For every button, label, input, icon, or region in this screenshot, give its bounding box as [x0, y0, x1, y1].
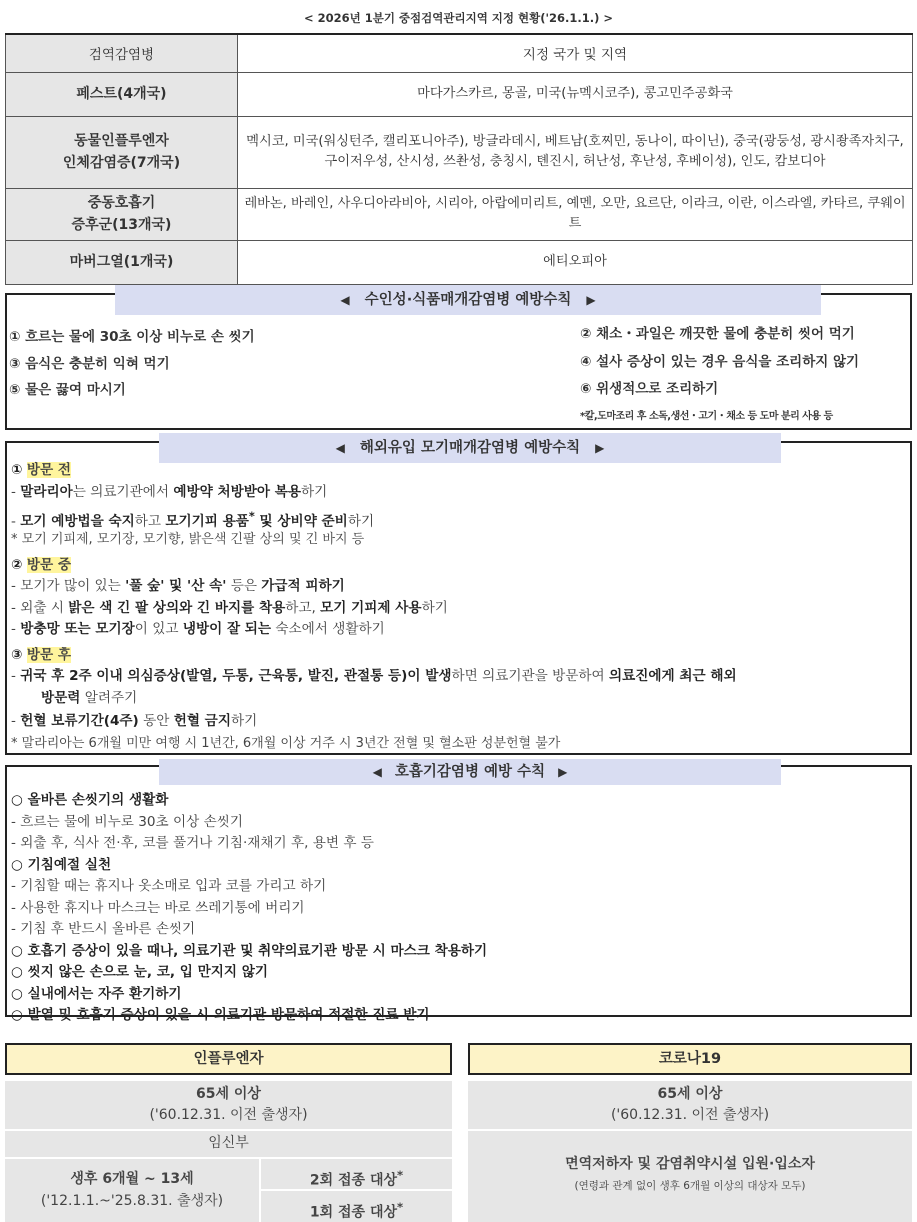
table-row	[6, 72, 913, 116]
during-visit-heading: ② 방문 중	[11, 556, 71, 573]
left-arrow-icon: ◀	[335, 441, 345, 455]
food-section-title: 수인성·식품매개감염병 예방수칙	[364, 292, 572, 308]
list-item: ○ 올바른 손씻기의 생활화	[11, 792, 169, 808]
mosquito-section-header	[159, 433, 781, 463]
list-item: ○ 씻지 않은 손으로 눈, 코, 입 만지지 않기	[11, 964, 269, 980]
disease-cell: 페스트(4개국)	[6, 72, 238, 116]
disease-cell: 동물인플루엔자 인체감염증(7개국)	[6, 116, 238, 188]
disease-cell: 마버그열(1개국)	[6, 240, 238, 284]
flu-dose2-cell: 2회 접종 대상*	[261, 1159, 452, 1189]
food-note: *칼,도마조리 후 소독,생선・고기・채소 등 도마 분리 사용 등	[580, 411, 833, 422]
respiratory-section-title: 호흡기감염병 예방 수칙	[394, 764, 546, 780]
after-visit-heading: ③ 방문 후	[11, 646, 71, 663]
table-row	[6, 188, 913, 240]
flu-pregnant-cell: 임신부	[5, 1131, 452, 1157]
list-item-continued: 방문력 알려주기	[41, 689, 138, 706]
list-item: ○ 기침예절 실천	[11, 856, 112, 873]
list-item: ○ 발열 및 호흡기 증상이 있을 시 의료기관 방문하여 적절한 진료 받기	[11, 1007, 430, 1023]
respiratory-section-header	[159, 759, 781, 785]
mosquito-section-title: 해외유입 모기매개감염병 예방수칙	[359, 440, 581, 456]
list-item: ② 채소・과일은 깨끗한 물에 충분히 씻어 먹기	[580, 326, 855, 342]
right-arrow-icon: ▶	[595, 441, 605, 455]
food-section-header	[115, 285, 821, 315]
list-item: - 흐르는 물에 비누로 30초 이상 손씻기	[11, 813, 243, 830]
list-item: - 모기가 많이 있는 '풀 숲' 및 '산 속' 등은 가급적 피하기	[11, 578, 345, 594]
flu-dose1-cell: 1회 접종 대상*	[261, 1191, 452, 1222]
list-item: - 헌혈 보류기간(4주) 동안 헌혈 금지하기	[11, 713, 258, 729]
covid-immune-cell: 면역저하자 및 감염취약시설 입원·입소자 (연령과 관계 없이 생후 6개월 이상의 대상자 모두)	[468, 1131, 912, 1222]
right-arrow-icon: ▶	[586, 293, 596, 307]
disease-cell: 중동호흡기 증후군(13개국)	[6, 188, 238, 240]
list-item: - 외출 시 밝은 색 긴 팔 상의와 긴 바지를 착용하고, 모기 기피제 사용하기	[11, 599, 448, 616]
list-item: - 모기 예방법을 숙지하고 모기기피 용품* 및 상비약 준비하기	[11, 509, 375, 530]
left-arrow-icon: ◀	[340, 293, 350, 307]
before-visit-note: * 모기 기피제, 모기장, 모기향, 밝은색 긴팔 상의 및 긴 바지 등	[11, 532, 365, 547]
list-item: - 귀국 후 2주 이내 의심증상(발열, 두통, 근육통, 발진, 관절통 등)이 발생하면 의료기관을 방문하여 의료진에게 최근 해외	[11, 668, 737, 684]
column-header-regions: 지정 국가 및 지역	[238, 34, 913, 72]
list-item: - 방충망 또는 모기장이 있고 냉방이 잘 되는 숙소에서 생활하기	[11, 621, 385, 637]
flu-child-cell: 생후 6개월 ~ 13세 ('12.1.1.~'25.8.31. 출생자)	[5, 1159, 259, 1222]
regions-cell: 멕시코, 미국(워싱턴주, 캘리포니아주), 방글라데시, 베트남(호찌민, 동나이, 따이닌), 중국(광둥성, 광시좡족자치구, 구이저우성, 산시성, 쓰촨성, 충칭시, 톈진시, 허난성, 후난성, 후베이성), 인도, 캄보디아	[238, 116, 913, 188]
after-visit-note: * 말라리아는 6개월 미만 여행 시 1년간, 6개월 이상 거주 시 3년간 전혈 및 혈소판 성분헌혈 불가	[11, 736, 561, 751]
covid-age65-cell: 65세 이상 ('60.12.31. 이전 출생자)	[468, 1081, 912, 1129]
food-infection-section	[5, 293, 912, 430]
mosquito-rules	[11, 460, 737, 755]
list-item: ① 흐르는 물에 30초 이상 비누로 손 씻기	[9, 329, 255, 345]
regions-cell: 레바논, 바레인, 사우디아라비아, 시리아, 아랍에미리트, 예멘, 오만, 요르단, 이라크, 이란, 이스라엘, 카타르, 쿠웨이트	[238, 188, 913, 240]
left-arrow-icon: ◀	[372, 765, 382, 779]
list-item: ○ 실내에서는 자주 환기하기	[11, 985, 182, 1002]
right-arrow-icon: ▶	[558, 765, 568, 779]
page-title: < 2026년 1분기 중점검역관리지역 지정 현황('26.1.1.) >	[303, 11, 614, 25]
quarantine-region-table	[5, 33, 913, 285]
table-row	[6, 116, 913, 188]
list-item: - 사용한 휴지나 마스크는 바로 쓰레기통에 버리기	[11, 899, 305, 916]
list-item: ○ 호흡기 증상이 있을 때나, 의료기관 및 취약의료기관 방문 시 마스크 착용하기	[11, 942, 488, 959]
column-header-disease: 검역감염병	[6, 34, 238, 72]
list-item: - 기침할 때는 휴지나 옷소매로 입과 코를 가리고 하기	[11, 878, 327, 894]
regions-cell: 마다가스카르, 몽골, 미국(뉴멕시코주), 콩고민주공화국	[238, 72, 913, 116]
list-item: - 말라리아는 의료기관에서 예방약 처방받아 복용하기	[11, 483, 328, 500]
list-item: ⑤ 물은 끓여 마시기	[9, 382, 126, 398]
flu-header: 인플루엔자	[5, 1043, 452, 1075]
table-header-row	[6, 34, 913, 72]
mosquito-infection-section	[5, 441, 912, 755]
covid-header: 코로나19	[468, 1043, 912, 1075]
respiratory-rules	[11, 790, 487, 1027]
regions-cell: 에티오피아	[238, 240, 913, 284]
list-item: ③ 음식은 충분히 익혀 먹기	[9, 356, 170, 372]
list-item: ⑥ 위생적으로 조리하기	[580, 381, 719, 397]
list-item: - 기침 후 반드시 올바른 손씻기	[11, 921, 196, 937]
list-item: - 외출 후, 식사 전·후, 코를 풀거나 기침·재채기 후, 용변 후 등	[11, 835, 374, 851]
table-row	[6, 240, 913, 284]
flu-age65-cell: 65세 이상 ('60.12.31. 이전 출생자)	[5, 1081, 452, 1129]
list-item: ④ 설사 증상이 있는 경우 음식을 조리하지 않기	[580, 354, 860, 370]
before-visit-heading: ① 방문 전	[11, 462, 71, 478]
respiratory-infection-section	[5, 764, 912, 1023]
